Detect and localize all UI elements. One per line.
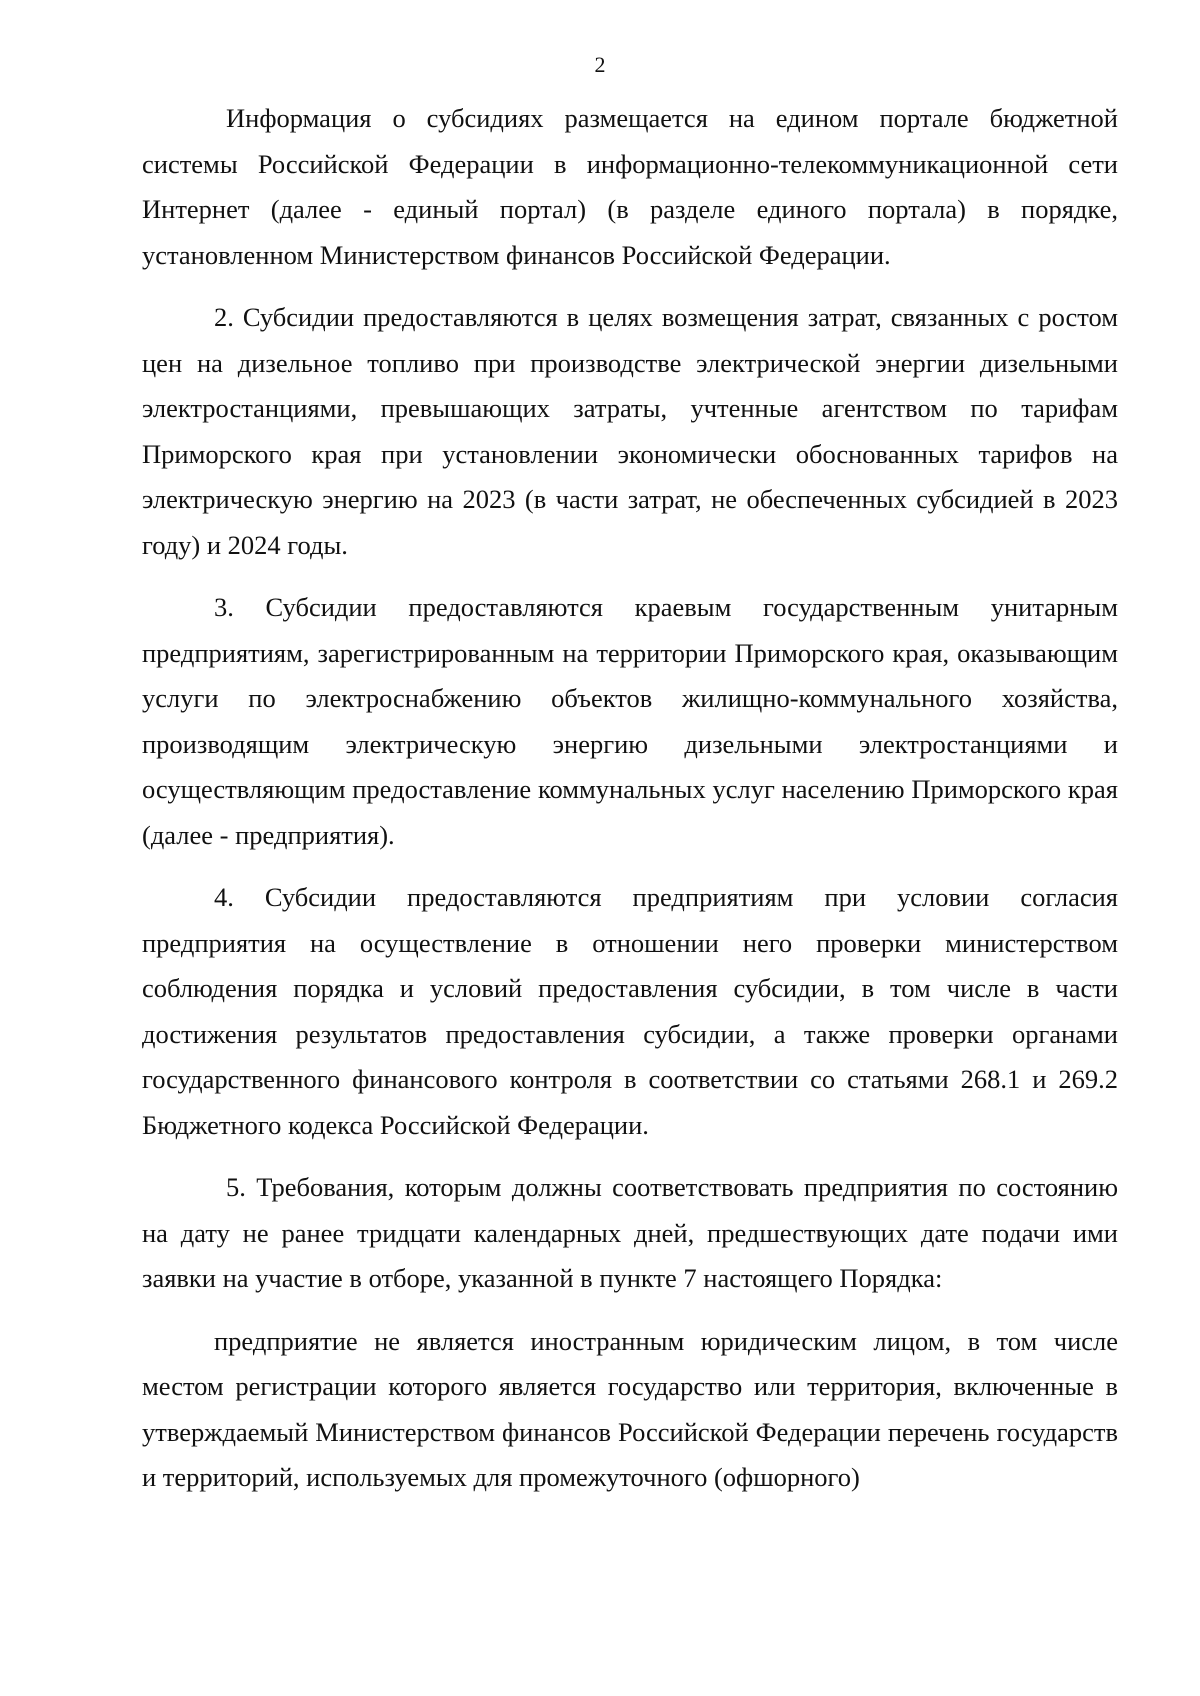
paragraph-requirement-foreign-entity: предприятие не является иностранным юридическим лицом, в том числе местом регистрации которого является государство или территория, включенные в утверждаемый Министерством финансов Российской Федерации перечень государств и территорий, используемых для промежуточного (офшорного) bbox=[142, 1325, 1118, 1492]
paragraph-3-recipients: 3. Субсидии предоставляются краевым государственным унитарным предприятиям, зарегистрированным на территории Приморского края, оказывающим услуги по электроснабжению объектов жилищно-коммунального хозяйства, производящим электрическую энергию дизельными электростанциями и осуществляющим предоставление коммунальных услуг населению Приморского края (далее - предприятия). bbox=[142, 592, 1118, 850]
paragraph-5-requirements: 5. Требования, которым должны соответствовать предприятия по состоянию на дату не ранее тридцати календарных дней, предшествующих дате подачи ими заявки на участие в отборе, указанной в пункте 7 настоящего Порядка: bbox=[142, 1172, 1118, 1293]
paragraph-subsidy-info: Информация о субсидиях размещается на едином портале бюджетной системы Российской Федерации в информационно-телекоммуникационной сети Интернет (далее - единый портал) (в разделе единого портала) в порядке, установленном Министерством финансов Российской Федерации. bbox=[142, 103, 1118, 270]
paragraph-2-purpose: 2. Субсидии предоставляются в целях возмещения затрат, связанных с ростом цен на дизельное топливо при производстве электрической энергии дизельными электростанциями, превышающих затраты, учтенные агентством по тарифам Приморского края при установлении экономически обоснованных тарифов на электрическую энергию на 2023 (в части затрат, не обеспеченных субсидией в 2023 году) и 2024 годы. bbox=[142, 302, 1118, 560]
page-number: 2 bbox=[594, 52, 606, 77]
paragraph-4-conditions: 4. Субсидии предоставляются предприятиям при условии согласия предприятия на осуществление в отношении него проверки министерством соблюдения порядка и условий предоставления субсидии, в том числе в части достижения результатов предоставления субсидии, а также проверки органами государственного финансового контроля в соответствии со статьями 268.1 и 269.2 Бюджетного кодекса Российской Федерации. bbox=[142, 882, 1118, 1140]
document-body bbox=[142, 96, 1118, 1501]
